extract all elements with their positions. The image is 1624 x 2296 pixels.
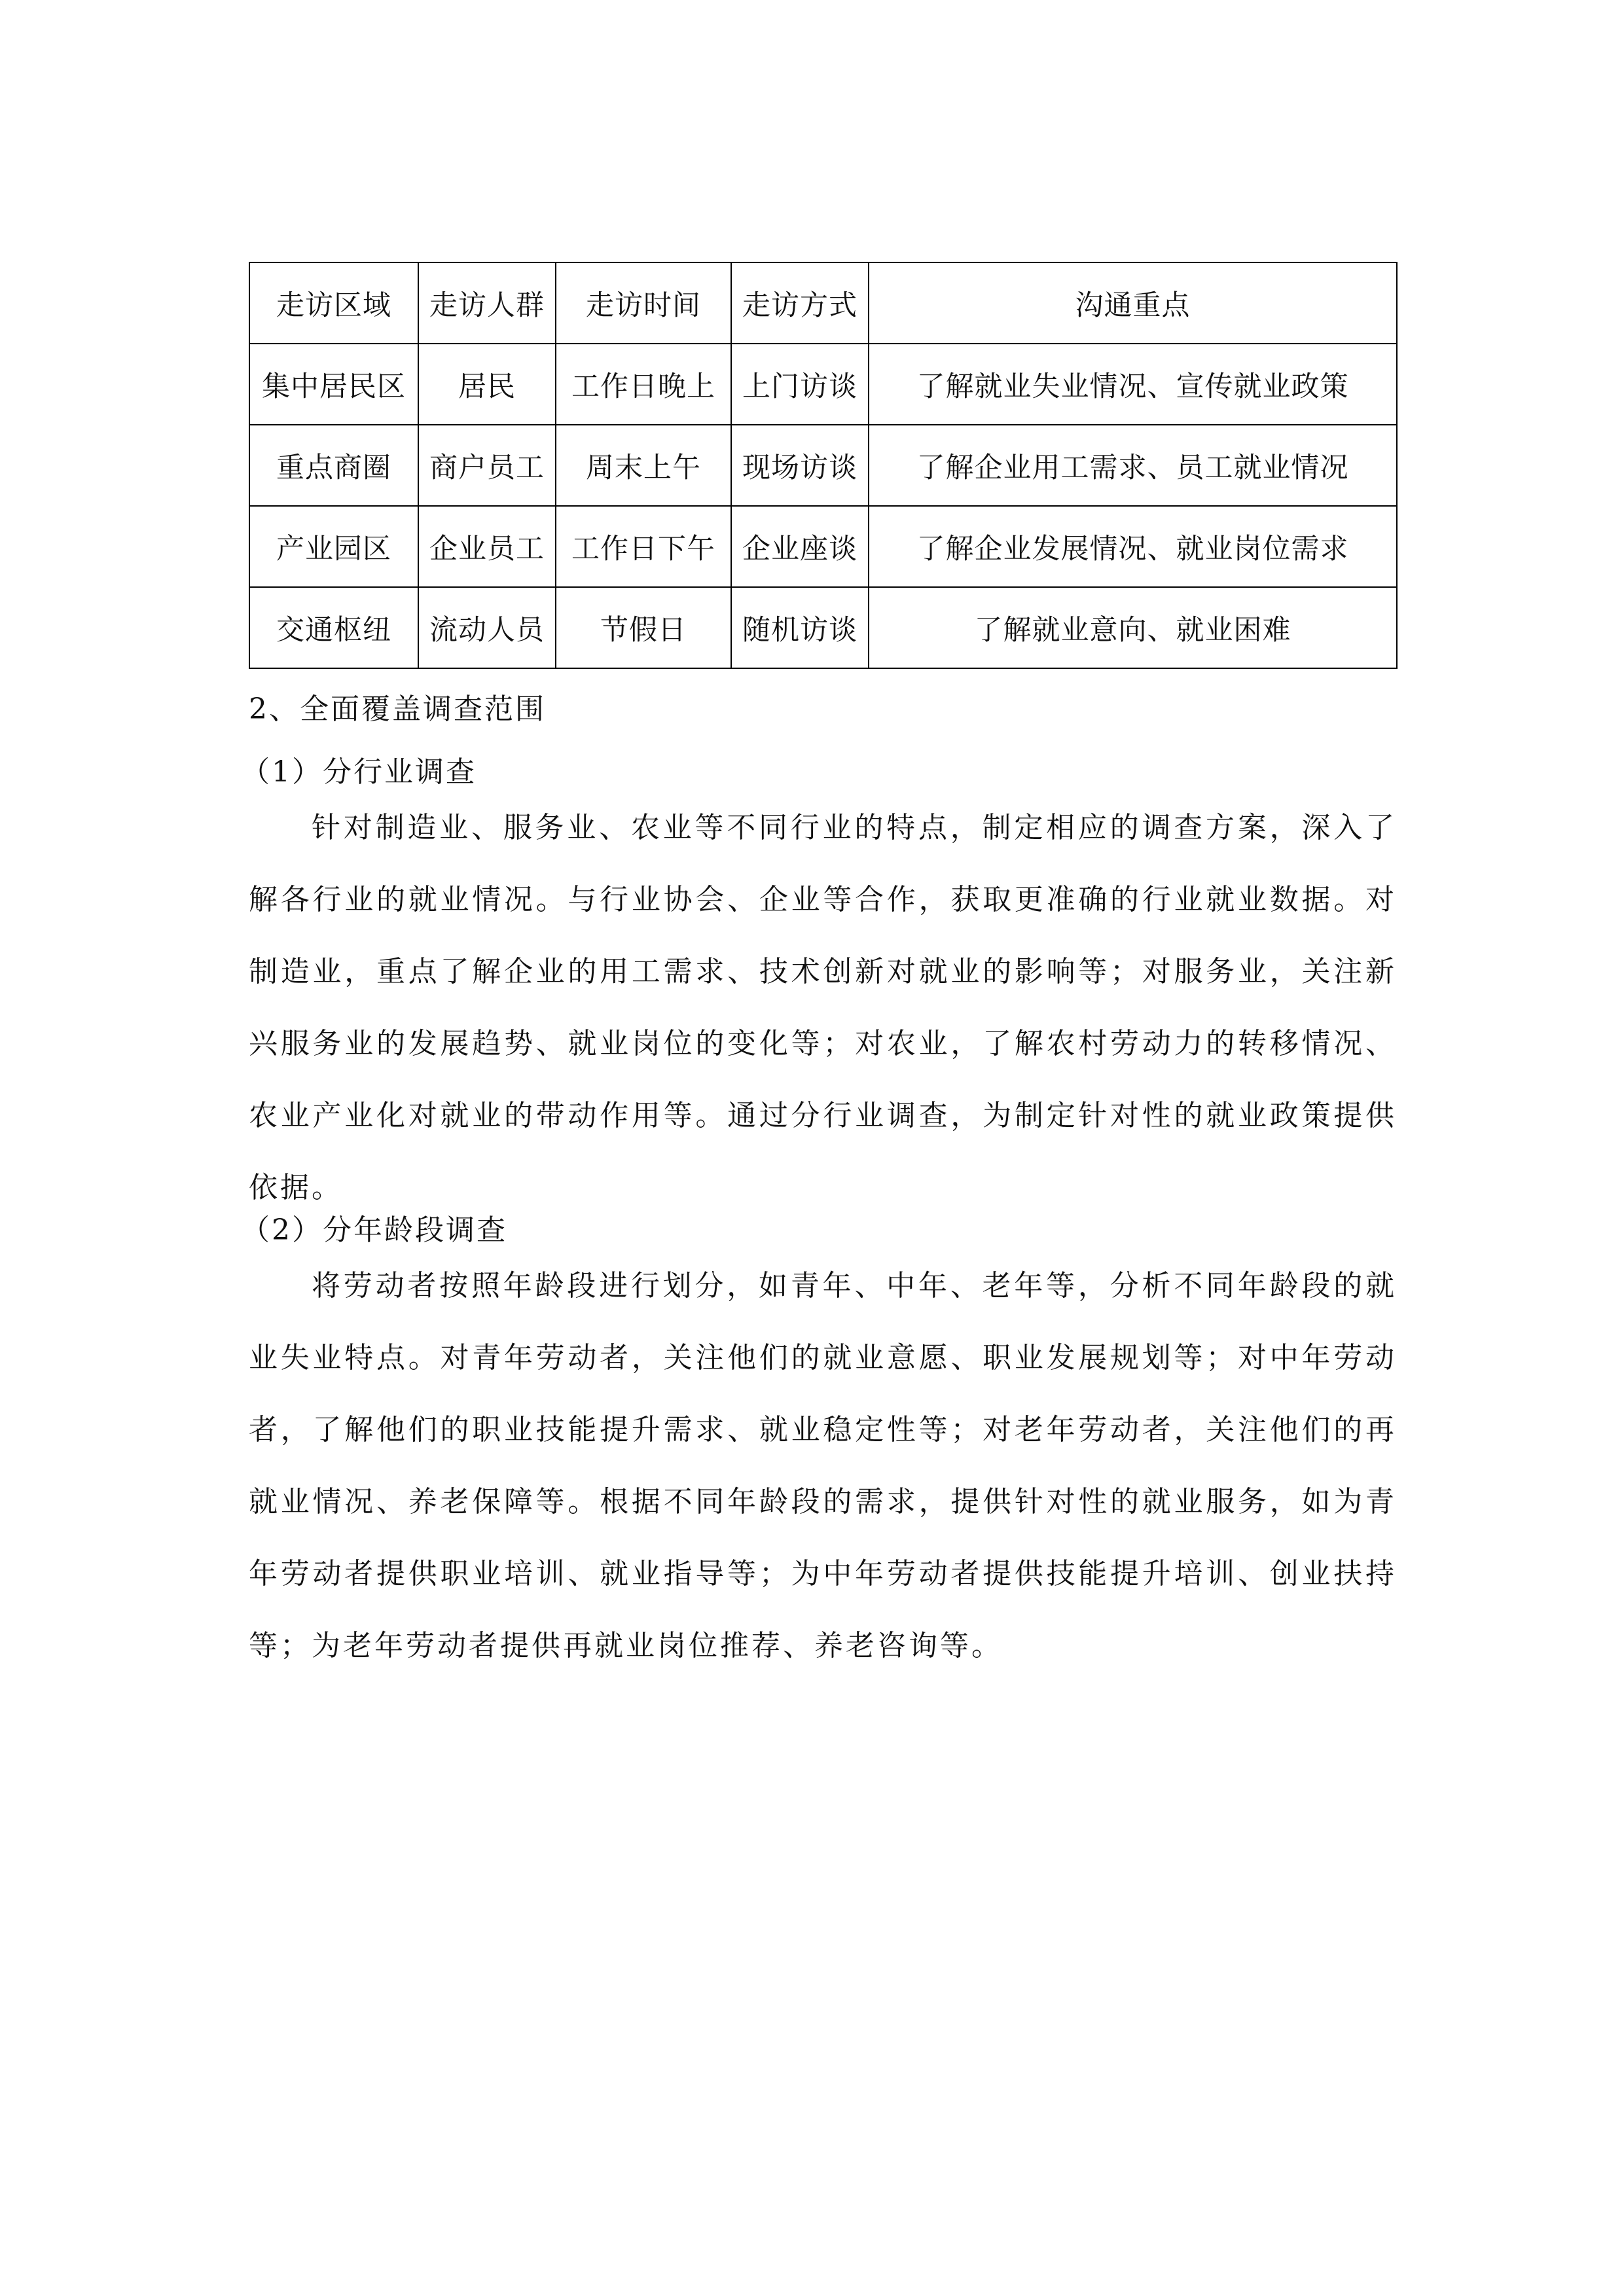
- table-cell: 随机访谈: [731, 587, 869, 668]
- table-cell: 商户员工: [418, 425, 556, 506]
- table-cell: 了解就业意向、就业困难: [869, 587, 1397, 668]
- table-cell: 交通枢纽: [249, 587, 418, 668]
- table-row: [249, 425, 1397, 506]
- table-row: [249, 506, 1397, 587]
- header-visit-group: 走访人群: [418, 262, 556, 344]
- table-cell: 了解企业用工需求、员工就业情况: [869, 425, 1397, 506]
- table-cell: 现场访谈: [731, 425, 869, 506]
- table-cell: 上门访谈: [731, 344, 869, 425]
- table-cell: 工作日下午: [556, 506, 731, 587]
- table-cell: 节假日: [556, 587, 731, 668]
- table-cell: 居民: [418, 344, 556, 425]
- table-row: [249, 344, 1397, 425]
- header-visit-method: 走访方式: [731, 262, 869, 344]
- table-cell: 了解就业失业情况、宣传就业政策: [869, 344, 1397, 425]
- header-communication-focus: 沟通重点: [869, 262, 1397, 344]
- age-survey-block: [249, 1250, 1397, 1682]
- table-cell: 重点商圈: [249, 425, 418, 506]
- subsection-title-industry: （1）分行业调查: [241, 755, 477, 789]
- visit-plan-table: [249, 262, 1398, 669]
- industry-survey-paragraph: 针对制造业、服务业、农业等不同行业的特点，制定相应的调查方案，深入了解各行业的就业情况。与行业协会、企业等合作，获取更准确的行业就业数据。对制造业，重点了解企业的用工需求、技术创新对就业的影响等；对服务业，关注新兴服务业的发展趋势、就业岗位的变化等；对农业，了解农村劳动力的转移情况、农业产业化对就业的带动作用等。通过分行业调查，为制定针对性的就业政策提供依据。: [249, 811, 1397, 1204]
- table-cell: 流动人员: [418, 587, 556, 668]
- table-cell: 产业园区: [249, 506, 418, 587]
- table-cell: 企业座谈: [731, 506, 869, 587]
- table-cell: 集中居民区: [249, 344, 418, 425]
- age-survey-paragraph: 将劳动者按照年龄段进行划分，如青年、中年、老年等，分析不同年龄段的就业失业特点。对青年劳动者，关注他们的就业意愿、职业发展规划等；对中年劳动者，了解他们的职业技能提升需求、就业稳定性等；对老年劳动者，关注他们的再就业情况、养老保障等。根据不同年龄段的需求，提供针对性的就业服务，如为青年劳动者提供职业培训、就业指导等；为中年劳动者提供技能提升培训、创业扶持等；为老年劳动者提供再就业岗位推荐、养老咨询等。: [249, 1269, 1397, 1662]
- industry-survey-block: [249, 792, 1397, 1224]
- subsection-title-age: （2）分年龄段调查: [241, 1213, 507, 1247]
- table-cell: 企业员工: [418, 506, 556, 587]
- table-cell: 工作日晚上: [556, 344, 731, 425]
- table-header-row: [249, 262, 1397, 344]
- table-cell: 周末上午: [556, 425, 731, 506]
- table-cell: 了解企业发展情况、就业岗位需求: [869, 506, 1397, 587]
- header-visit-time: 走访时间: [556, 262, 731, 344]
- section-title: 2、全面覆盖调查范围: [249, 692, 546, 726]
- table-row: [249, 587, 1397, 668]
- header-visit-area: 走访区域: [249, 262, 418, 344]
